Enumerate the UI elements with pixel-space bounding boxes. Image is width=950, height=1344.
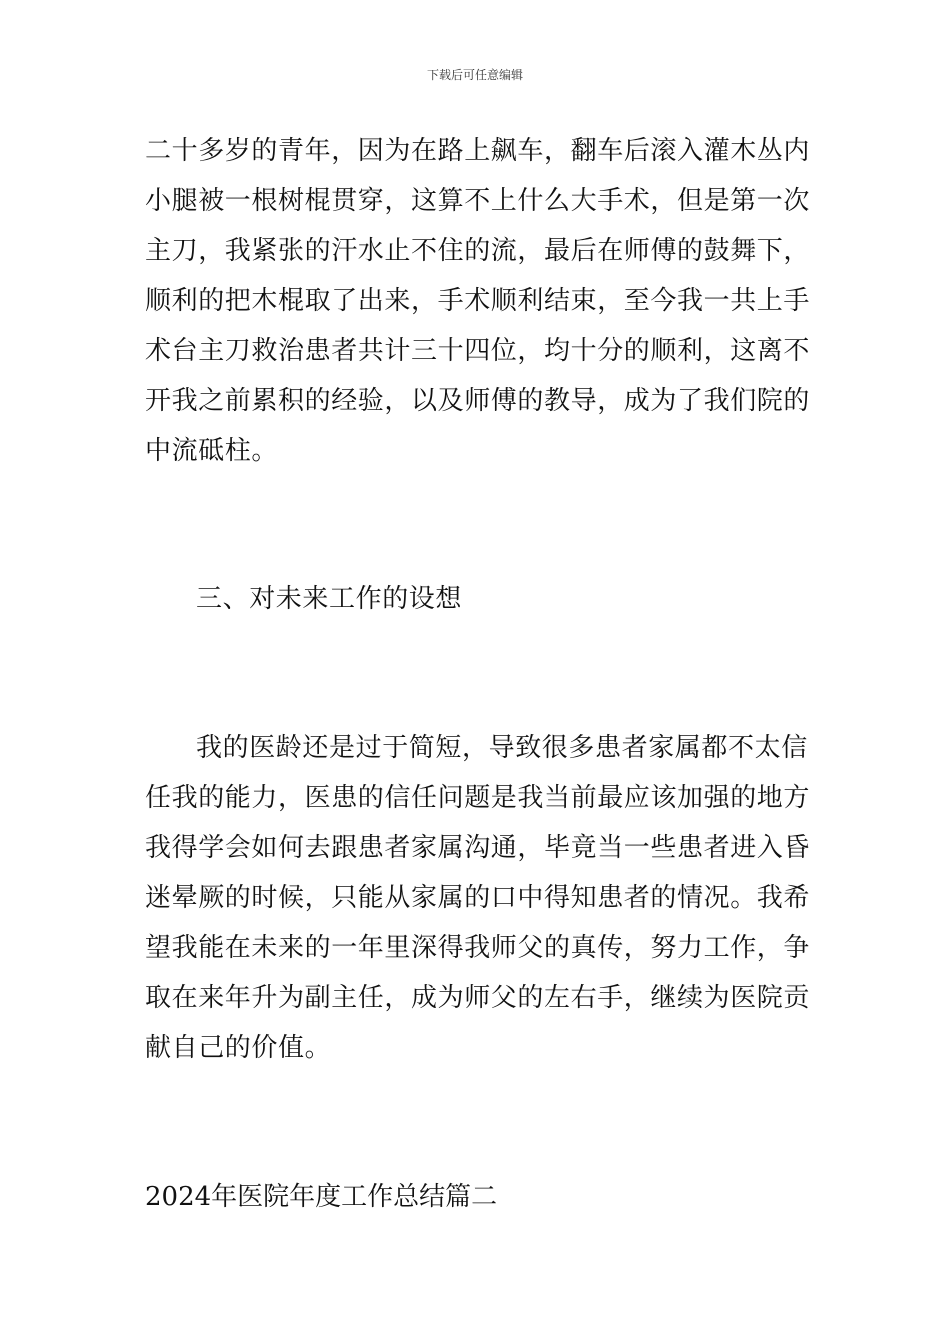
next-section-title: 2024年医院年度工作总结篇二 [145, 1182, 498, 1212]
text-line: 开我之前累积的经验，以及师傅的教导，成为了我们院的 [145, 386, 811, 416]
text-line: 取在来年升为副主任，成为师父的左右手，继续为医院贡 [145, 983, 811, 1013]
text-line: 迷晕厥的时候，只能从家属的口中得知患者的情况。我希 [145, 883, 811, 913]
section-heading: 三、对未来工作的设想 [196, 584, 463, 614]
text-line: 小腿被一根树棍贯穿，这算不上什么大手术，但是第一次 [145, 186, 811, 216]
text-line: 主刀，我紧张的汗水止不住的流，最后在师傅的鼓舞下， [145, 236, 811, 266]
text-line: 献自己的价值。 [145, 1033, 332, 1063]
text-line: 我的医龄还是过于简短，导致很多患者家属都不太信 [196, 733, 808, 763]
text-line: 任我的能力，医患的信任问题是我当前最应该加强的地方 [145, 783, 811, 813]
text-line: 顺利的把木棍取了出来，手术顺利结束，至今我一共上手 [145, 286, 811, 316]
page-header: 下载后可任意编辑 [426, 68, 523, 82]
text-line: 望我能在未来的一年里深得我师父的真传，努力工作，争 [145, 933, 811, 963]
text-line: 术台主刀救治患者共计三十四位，均十分的顺利，这离不 [145, 336, 811, 366]
text-line: 中流砥柱。 [145, 436, 279, 466]
text-line: 二十多岁的青年，因为在路上飙车，翻车后滚入灌木丛内 [145, 136, 811, 166]
text-line: 我得学会如何去跟患者家属沟通，毕竟当一些患者进入昏 [145, 833, 811, 863]
